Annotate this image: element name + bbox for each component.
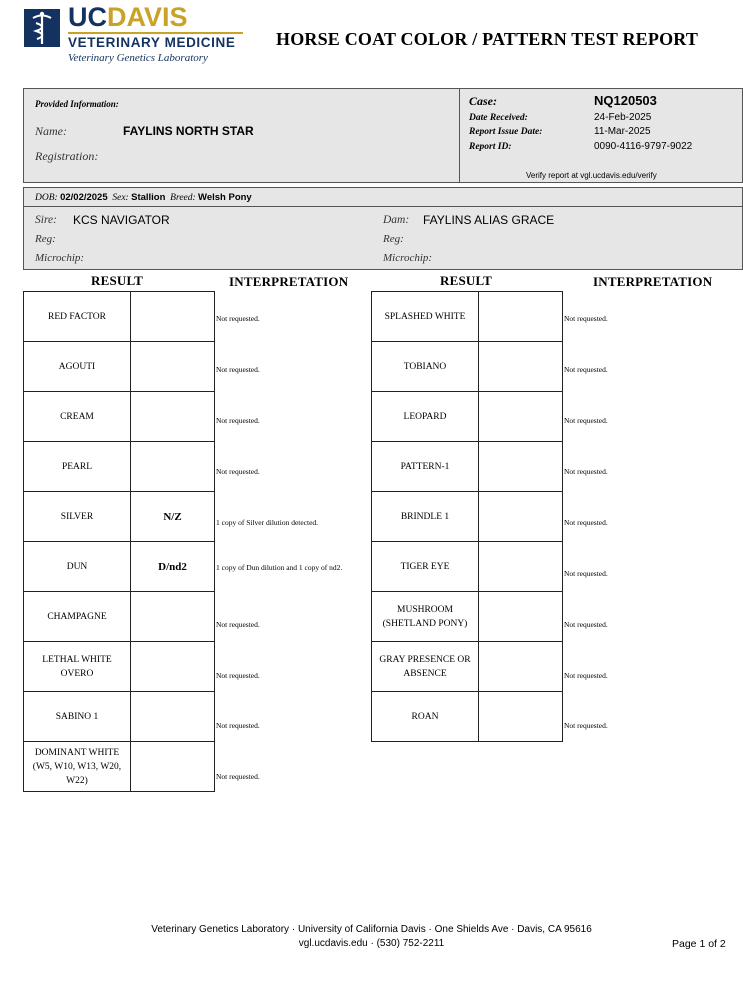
- table-row: [24, 442, 215, 492]
- interpretation-text: Not requested.: [216, 772, 260, 781]
- gene-result: [479, 442, 563, 492]
- table-row: [372, 442, 563, 492]
- table-row: [24, 492, 215, 542]
- gene-result: [479, 592, 563, 642]
- interpretation-text: Not requested.: [564, 314, 608, 323]
- interpretation-text: Not requested.: [564, 721, 608, 730]
- interpretation-text: 1 copy of Silver dilution detected.: [216, 518, 319, 527]
- gene-name: SABINO 1: [24, 692, 131, 742]
- gene-name: CREAM: [24, 392, 131, 442]
- caduceus-logo-icon: [24, 9, 60, 47]
- gene-name: MUSHROOM (SHETLAND PONY): [372, 592, 479, 642]
- interpretation-text: Not requested.: [564, 518, 608, 527]
- gene-result: [131, 742, 215, 792]
- interpretation-text: Not requested.: [216, 721, 260, 730]
- ucdavis-wordmark: UCDAVIS: [68, 2, 188, 32]
- provided-info-heading: Provided Information:: [35, 99, 119, 109]
- sire-microchip-label: Microchip:: [35, 252, 85, 264]
- issue-date-label: Report Issue Date:: [469, 127, 543, 137]
- gene-result: [131, 692, 215, 742]
- horse-name: FAYLINS NORTH STAR: [123, 124, 254, 138]
- footer-address: Veterinary Genetics Laboratory · University of California Davis · One Shields Ave · Davis, CA 95616: [151, 924, 592, 935]
- page-number: Page 1 of 2: [672, 938, 726, 950]
- table-row: [24, 392, 215, 442]
- gene-name: ROAN: [372, 692, 479, 742]
- table-row: [372, 592, 563, 642]
- gene-result: [131, 642, 215, 692]
- gene-result: [131, 442, 215, 492]
- gene-name: TIGER EYE: [372, 542, 479, 592]
- interpretation-text: Not requested.: [564, 620, 608, 629]
- breed-value: Welsh Pony: [198, 192, 252, 203]
- gene-result: [479, 692, 563, 742]
- gene-result: D/nd2: [131, 542, 215, 592]
- table-row: [372, 692, 563, 742]
- gene-name: GRAY PRESENCE OR ABSENCE: [372, 642, 479, 692]
- interpretation-text: Not requested.: [216, 620, 260, 629]
- table-row: [24, 542, 215, 592]
- dob-value: 02/02/2025: [60, 192, 108, 203]
- case-number: NQ120503: [594, 93, 657, 108]
- table-row: [372, 292, 563, 342]
- table-row: [372, 342, 563, 392]
- gene-result: [131, 342, 215, 392]
- info-divider: [459, 88, 460, 183]
- interpretation-header-left: INTERPRETATION: [229, 274, 349, 289]
- issue-date: 11-Mar-2025: [594, 126, 651, 137]
- lab-name: Veterinary Genetics Laboratory: [68, 52, 208, 64]
- gene-result: [479, 542, 563, 592]
- interpretation-text: Not requested.: [216, 671, 260, 680]
- gene-result: [131, 292, 215, 342]
- interpretation-text: Not requested.: [564, 416, 608, 425]
- table-row: [372, 642, 563, 692]
- table-row: [24, 592, 215, 642]
- interpretation-text: 1 copy of Dun dilution and 1 copy of nd2.: [216, 563, 343, 572]
- animal-details: [35, 192, 252, 203]
- verify-link[interactable]: Verify report at vgl.ucdavis.edu/verify: [526, 171, 657, 180]
- dam-reg-label: Reg:: [383, 233, 404, 245]
- interpretation-text: Not requested.: [216, 314, 260, 323]
- interpretation-text: Not requested.: [216, 416, 260, 425]
- report-id: 0090-4116-9797-9022: [594, 141, 693, 152]
- table-row: [24, 642, 215, 692]
- gene-name: PEARL: [24, 442, 131, 492]
- interpretation-text: Not requested.: [216, 365, 260, 374]
- sire-name: KCS NAVIGATOR: [73, 213, 170, 227]
- left-results-table: [23, 291, 215, 792]
- dam-label: Dam:: [383, 214, 410, 226]
- gene-result: [479, 342, 563, 392]
- sire-label: Sire:: [35, 214, 57, 226]
- gene-name: CHAMPAGNE: [24, 592, 131, 642]
- gene-name: RED FACTOR: [24, 292, 131, 342]
- report-title: HORSE COAT COLOR / PATTERN TEST REPORT: [276, 29, 699, 49]
- footer-contact: vgl.ucdavis.edu · (530) 752-2211: [298, 938, 445, 949]
- gene-name: TOBIANO: [372, 342, 479, 392]
- dam-name: FAYLINS ALIAS GRACE: [423, 213, 555, 227]
- gene-result: [479, 492, 563, 542]
- gene-result: [131, 392, 215, 442]
- gene-name: SILVER: [24, 492, 131, 542]
- vetmed-wordmark: VETERINARY MEDICINE: [68, 35, 236, 50]
- gene-name: DOMINANT WHITE (W5, W10, W13, W20, W22): [24, 742, 131, 792]
- breed-label: Breed:: [170, 193, 196, 203]
- date-received-label: Date Received:: [469, 113, 528, 123]
- right-results-table: [371, 291, 563, 742]
- case-label: Case:: [469, 94, 497, 108]
- interpretation-text: Not requested.: [216, 467, 260, 476]
- report-id-label: Report ID:: [469, 142, 512, 152]
- gene-name: LETHAL WHITE OVERO: [24, 642, 131, 692]
- gene-name: LEOPARD: [372, 392, 479, 442]
- dob-label: DOB:: [35, 193, 58, 203]
- table-row: [372, 492, 563, 542]
- gene-result: [479, 392, 563, 442]
- gene-result: N/Z: [131, 492, 215, 542]
- interpretation-header-right: INTERPRETATION: [593, 274, 713, 289]
- interpretation-text: Not requested.: [564, 569, 608, 578]
- registration-label: Registration:: [35, 149, 99, 163]
- dam-microchip-label: Microchip:: [383, 252, 433, 264]
- sex-value: Stallion: [131, 192, 166, 203]
- logo-divider: [68, 32, 243, 34]
- table-row: [24, 742, 215, 792]
- interpretation-text: Not requested.: [564, 671, 608, 680]
- gene-name: DUN: [24, 542, 131, 592]
- sire-reg-label: Reg:: [35, 233, 56, 245]
- table-row: [24, 342, 215, 392]
- gene-name: AGOUTI: [24, 342, 131, 392]
- interpretation-text: Not requested.: [564, 467, 608, 476]
- gene-name: SPLASHED WHITE: [372, 292, 479, 342]
- result-header-right: RESULT: [440, 273, 493, 288]
- table-row: [372, 542, 563, 592]
- gene-result: [479, 642, 563, 692]
- gene-name: PATTERN-1: [372, 442, 479, 492]
- gene-result: [479, 292, 563, 342]
- table-row: [24, 292, 215, 342]
- name-label: Name:: [35, 124, 67, 138]
- date-received: 24-Feb-2025: [594, 112, 652, 123]
- interpretation-text: Not requested.: [564, 365, 608, 374]
- gene-result: [131, 592, 215, 642]
- result-header-left: RESULT: [91, 273, 144, 288]
- gene-name: BRINDLE 1: [372, 492, 479, 542]
- table-row: [372, 392, 563, 442]
- sex-label: Sex:: [112, 193, 129, 203]
- table-row: [24, 692, 215, 742]
